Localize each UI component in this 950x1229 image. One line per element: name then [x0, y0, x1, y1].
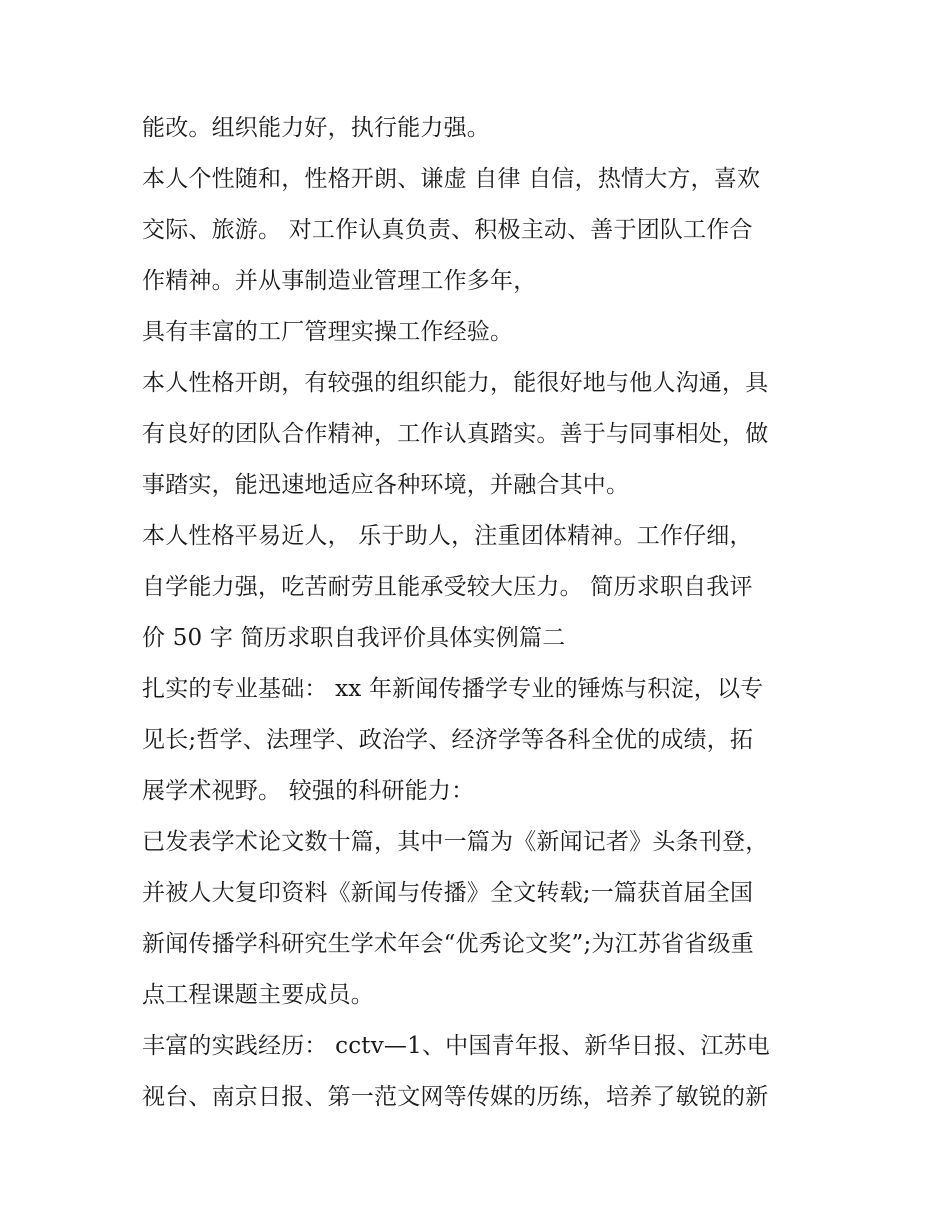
text-line: 能改。组织能力好，执行能力强。	[142, 115, 490, 141]
text-line: 价 50 字 简历求职自我评价具体实例篇二	[142, 625, 566, 651]
text-line: 见长;哲学、法理学、政治学、经济学等各科全优的成绩，拓	[142, 727, 754, 753]
text-line: 新闻传播学科研究生学术年会“优秀论文奖”;为江苏省省级重	[142, 931, 754, 957]
text-line: 本人个性随和，性格开朗、谦虚 自律 自信，热情大方，喜欢	[142, 166, 761, 192]
text-line: 点工程课题主要成员。	[142, 982, 374, 1008]
text-line: 已发表学术论文数十篇，其中一篇为《新闻记者》头条刊登，	[142, 829, 769, 855]
text-line: 交际、旅游。 对工作认真负责、积极主动、善于团队工作合	[142, 217, 753, 243]
text-line: 展学术视野。 较强的科研能力：	[142, 778, 475, 804]
text-line: 视台、南京日报、第一范文网等传媒的历练，培养了敏锐的新	[142, 1084, 769, 1110]
text-line: 自学能力强，吃苦耐劳且能承受较大压力。 简历求职自我评	[142, 574, 753, 600]
text-line: 本人性格开朗，有较强的组织能力，能很好地与他人沟通，具	[142, 370, 769, 396]
text-line: 有良好的团队合作精神，工作认真踏实。善于与同事相处，做	[142, 421, 769, 447]
text-line: 并被人大复印资料《新闻与传播》全文转载;一篇获首届全国	[142, 880, 754, 906]
text-line: 丰富的实践经历： cctv—1、中国青年报、新华日报、江苏电	[142, 1033, 770, 1059]
text-line: 具有丰富的工厂管理实操工作经验。	[142, 319, 514, 345]
text-line: 扎实的专业基础： xx 年新闻传播学专业的锤炼与积淀，以专	[142, 676, 764, 702]
text-line: 作精神。并从事制造业管理工作多年，	[142, 268, 537, 294]
text-line: 本人性格平易近人， 乐于助人，注重团体精神。工作仔细，	[142, 523, 753, 549]
text-line: 事踏实，能迅速地适应各种环境，并融合其中。	[142, 472, 630, 498]
document-body	[142, 103, 822, 1123]
